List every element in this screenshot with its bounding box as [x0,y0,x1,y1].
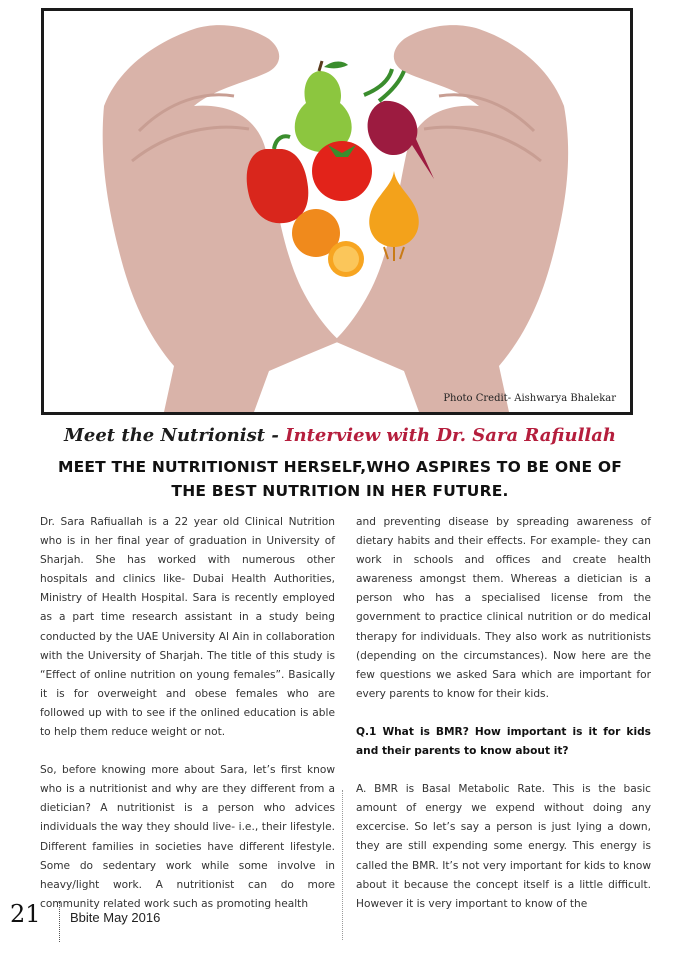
paragraph: and preventing disease by spreading awareness of dietary habits and their effects. For example- they can work in schools and offices and create health awareness amongst them. Whereas a dietician is a person who has a specialised license from the government to practice clinical nutrition or do medical therapy for individuals. They also work as nutritionists (depending on the circumstances). Now here are the few questions we asked Sara which are important for every parents to know for their kids. [356,516,651,700]
paragraph: Dr. Sara Rafiuallah is a 22 year old Clinical Nutrition who is in her final year of graduation in University of Sharjah. She has worked with numerous other hospitals and clinics like- Dubai Health Authorities, Ministry of Health Hospital. Sara is recently employed as a part time research assistant in a study being conducted by the UAE University Al Ain in collaboration with the University of Sharjah. The title of this study is “Effect of online nutrition on young females”. Basically it is for overweight and obese females who are followed up with to see if the onlined education is able to help them reduce weight or not. [40,516,335,739]
tomato [312,141,372,201]
headline-part-2: Interview with Dr. Sara Rafiullah [285,425,617,446]
illustration-frame [41,8,633,415]
column-divider [342,790,343,940]
issue-label: Bbite May 2016 [70,910,161,925]
article-column-left [40,513,335,933]
photo-credit: Photo Credit- Aishwarya Bhalekar [443,393,616,404]
article-headline [0,425,680,446]
answer-1: A. BMR is Basal Metabolic Rate. This is the basic amount of energy we expend without doing any excercise. So let’s say a person is just lying a down, they are still expending some energy. This energy is called the BMR. It’s not very important for kids to know about it because the concept itself is a little difficult. However it is very important to know of the [356,783,651,910]
hands-with-produce-illustration [44,11,630,412]
paragraph: So, before knowing more about Sara, let’s first know who is a nutritionist and why are they different from a dietician? A nutritionist is a person who advices individuals the way they should live- i.e., their lifestyle. Different families in societies have different lifestyle. Some do sedentary work while some involve in heavy/light work. A nutritionist can do more community related work such as promoting health [40,764,335,910]
article-column-right [356,513,651,933]
article-subheading: MEET THE NUTRITIONIST HERSELF,WHO ASPIRES TO BE ONE OF THE BEST NUTRITION IN HER FUTURE. [57,458,623,500]
question-1: Q.1 What is BMR? How important is it for kids and their parents to know about it? [356,725,651,758]
headline-part-1: Meet the Nutrionist - [63,425,286,446]
footer-divider [59,902,60,942]
pear [295,61,352,152]
page-number: 21 [10,900,41,928]
orange-slice [328,241,364,277]
right-hand [334,25,568,412]
